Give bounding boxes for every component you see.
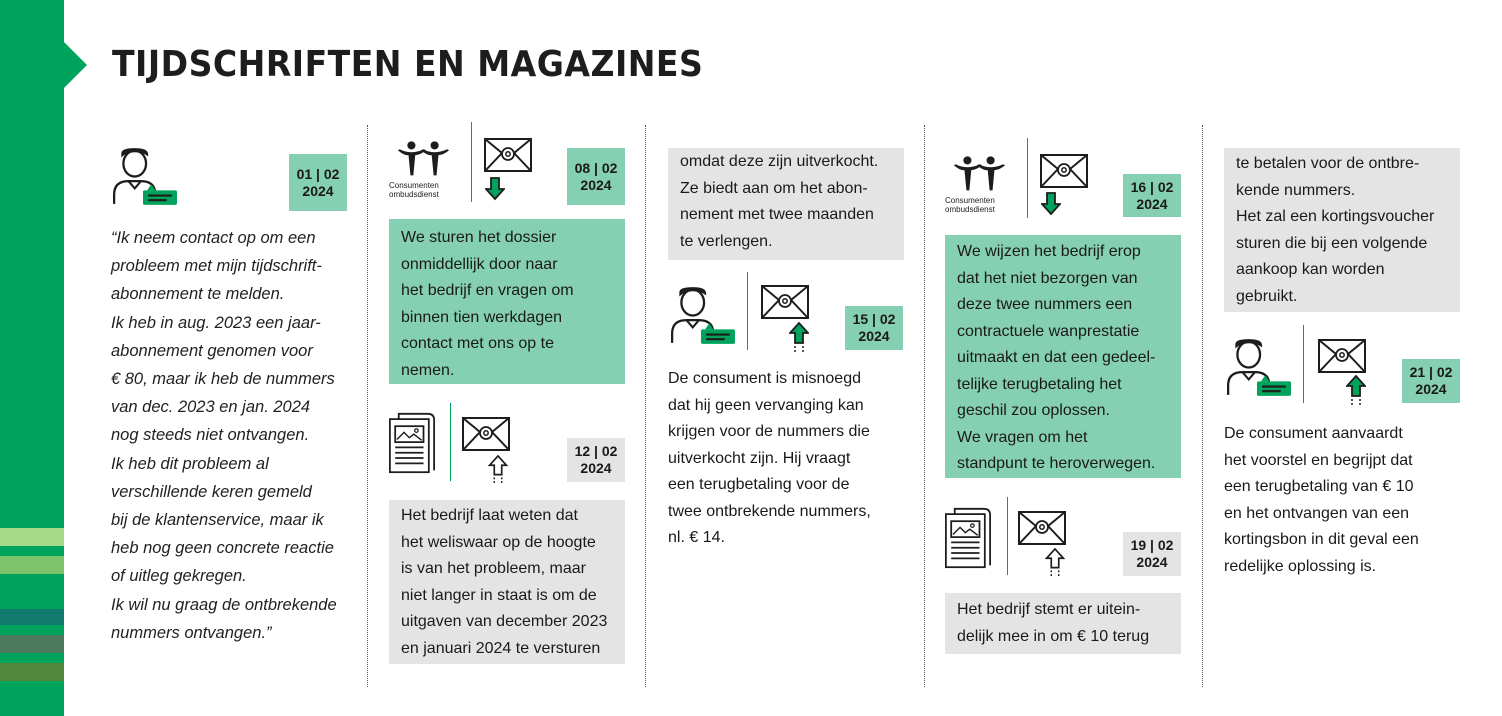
text-line: nl. € 14.: [668, 529, 725, 546]
icon-separator: [747, 272, 748, 350]
date-year: 2024: [1415, 381, 1447, 397]
consumer-message: [668, 366, 908, 552]
consumer-quote: [111, 224, 361, 647]
text-line: Het bedrijf laat weten dat: [401, 507, 578, 524]
text-line: een terugbetaling voor de: [668, 476, 850, 493]
text-line: De consument is misnoegd: [668, 370, 861, 387]
text-line: sturen die bij een volgende: [1236, 234, 1428, 252]
text-line: We wijzen het bedrijf erop: [957, 243, 1141, 260]
icon-separator: [1027, 138, 1028, 218]
mail-icon: [1318, 339, 1366, 373]
text-line: te betalen voor de ontbre-: [1236, 155, 1420, 172]
quote-line: bij de klantenservice, maar ik: [111, 511, 324, 530]
company-newspaper-icon: [945, 503, 991, 573]
logo-line: ombudsdienst: [945, 205, 995, 214]
text-line: kende nummers.: [1236, 181, 1356, 199]
text-line: het bedrijf en vragen om: [401, 282, 574, 299]
date-year: 2024: [302, 182, 334, 199]
column-divider: [924, 125, 925, 687]
date-day: 01 | 02: [296, 165, 340, 182]
text-line: gebruikt.: [1236, 287, 1298, 305]
date-badge: [567, 148, 625, 205]
date-day: 08 | 02: [574, 159, 618, 176]
text-line: telijke terugbetaling het: [957, 375, 1122, 393]
date-day: 21 | 02: [1409, 364, 1453, 380]
text-line: kortingsbon in dit geval een: [1224, 531, 1419, 548]
date-year: 2024: [580, 176, 612, 193]
text-line: nemen.: [401, 361, 455, 379]
text-line: delijk mee in om € 10 terug: [957, 627, 1150, 645]
quote-line: probleem met mijn tijdschrift-: [111, 257, 322, 276]
sidebar-stripe: [0, 609, 64, 625]
mail-icon: [1040, 154, 1088, 188]
mail-icon: [761, 285, 809, 319]
text-line: is van het probleem, maar: [401, 560, 586, 577]
date-badge: [845, 306, 903, 350]
text-line: een terugbetaling van € 10: [1224, 478, 1414, 495]
company-newspaper-icon: [389, 408, 435, 478]
date-badge: [1123, 174, 1181, 217]
quote-line: of uitleg gekregen.: [111, 567, 247, 586]
date-badge: [1402, 359, 1460, 403]
consumer-with-chat-icon: [110, 147, 178, 205]
date-day: 12 | 02: [574, 443, 618, 459]
logo-line: Consumenten: [945, 196, 995, 205]
text-line: twee ontbrekende nummers,: [668, 502, 871, 520]
text-line: nement met twee maanden: [680, 206, 874, 223]
text-line: We sturen het dossier: [401, 229, 557, 246]
date-day: 16 | 02: [1130, 178, 1174, 195]
text-line: niet langer in staat is om de: [401, 586, 597, 604]
text-line: omdat deze zijn uitverkocht.: [680, 153, 879, 170]
quote-line: € 80, maar ik heb de nummers: [111, 370, 335, 389]
text-line: en het ontvangen van een: [1224, 504, 1410, 522]
ombudsdienst-logo: [394, 140, 452, 176]
quote-line: “Ik neem contact op om een: [111, 229, 316, 247]
ombudsdienst-message-box: [389, 219, 625, 384]
date-year: 2024: [858, 328, 890, 344]
quote-line: nummers ontvangen.”: [111, 623, 272, 642]
sidebar-stripe: [0, 635, 64, 653]
date-year: 2024: [1136, 195, 1168, 212]
text-line: geschil zou oplossen.: [957, 402, 1110, 419]
ombudsdienst-logo-text: [945, 196, 995, 214]
quote-line: heb nog geen concrete reactie: [111, 539, 334, 558]
mail-down-arrow-icon: [485, 177, 505, 201]
mail-up-arrow-icon: [488, 455, 508, 483]
consumer-message: [1224, 421, 1474, 580]
company-message-box-continued: [668, 148, 904, 260]
text-line: het voorstel en begrijpt dat: [1224, 451, 1413, 469]
text-line: contractuele wanprestatie: [957, 322, 1140, 340]
text-line: standpunt te heroverwegen.: [957, 455, 1156, 472]
text-line: dat het niet bezorgen van: [957, 269, 1138, 287]
text-line: krijgen voor de nummers die: [668, 423, 870, 440]
date-badge: [567, 438, 625, 482]
date-badge: [289, 154, 347, 211]
sidebar-stripe: [0, 556, 64, 574]
text-line: dat hij geen vervanging kan: [668, 396, 864, 414]
date-day: 19 | 02: [1130, 537, 1174, 553]
text-line: We vragen om het: [957, 428, 1088, 446]
quote-line: Ik heb dit probleem al: [111, 454, 269, 473]
quote-line: abonnement genomen voor: [111, 341, 313, 360]
quote-line: abonnement te melden.: [111, 285, 285, 304]
ombudsdienst-logo-text: [389, 181, 439, 199]
quote-line: nog steeds niet ontvangen.: [111, 426, 310, 445]
quote-line: van dec. 2023 en jan. 2024: [111, 398, 311, 417]
text-line: uitgaven van december 2023: [401, 613, 608, 630]
text-line: het weliswaar op de hoogte: [401, 533, 596, 551]
text-line: uitmaakt en dat een gedeel-: [957, 349, 1156, 366]
company-message-box: [945, 593, 1181, 654]
mail-up-arrow-icon: [789, 322, 809, 352]
icon-separator: [450, 403, 451, 481]
text-line: Het zal een kortingsvoucher: [1236, 208, 1435, 225]
ombudsdienst-message-box: [945, 235, 1181, 478]
text-line: redelijke oplossing is.: [1224, 557, 1377, 575]
mail-icon: [462, 417, 510, 451]
column-divider: [645, 125, 646, 687]
sidebar-stripe: [0, 528, 64, 546]
mail-up-arrow-icon: [1346, 375, 1366, 405]
mail-icon: [1018, 511, 1066, 545]
consumer-with-chat-icon: [1224, 338, 1292, 396]
quote-line: Ik wil nu graag de ontbrekende: [111, 595, 337, 614]
company-message-box-continued: [1224, 148, 1460, 312]
text-line: Ze biedt aan om het abon-: [680, 179, 868, 197]
title-arrow: [64, 42, 87, 88]
column-divider: [367, 125, 368, 687]
text-line: onmiddellijk door naar: [401, 255, 558, 273]
date-year: 2024: [1136, 554, 1168, 570]
ombudsdienst-logo: [950, 155, 1008, 191]
consumer-with-chat-icon: [668, 286, 736, 344]
text-line: uitverkocht zijn. Hij vraagt: [668, 449, 851, 467]
mail-down-arrow-icon: [1041, 192, 1061, 216]
mail-icon: [484, 138, 532, 172]
date-badge: [1123, 532, 1181, 576]
logo-line: Consumenten: [389, 181, 439, 190]
sidebar-stripe: [0, 663, 64, 681]
icon-separator: [1303, 325, 1304, 403]
logo-line: ombudsdienst: [389, 190, 439, 199]
date-year: 2024: [580, 460, 612, 476]
text-line: De consument aanvaardt: [1224, 425, 1403, 442]
text-line: Het bedrijf stemt er uitein-: [957, 601, 1141, 618]
date-day: 15 | 02: [852, 311, 896, 327]
column-divider: [1202, 125, 1203, 687]
quote-line: Ik heb in aug. 2023 een jaar-: [111, 313, 321, 332]
text-line: aankoop kan worden: [1236, 261, 1385, 278]
icon-separator: [471, 122, 472, 202]
quote-line: verschillende keren gemeld: [111, 482, 312, 501]
icon-separator: [1007, 497, 1008, 575]
mail-up-arrow-icon: [1045, 548, 1065, 576]
text-line: te verlengen.: [680, 232, 773, 250]
text-line: deze twee nummers een: [957, 296, 1133, 313]
text-line: en januari 2024 te versturen: [401, 639, 601, 657]
text-line: contact met ons op te: [401, 335, 554, 352]
company-message-box: [389, 500, 625, 664]
text-line: binnen tien werkdagen: [401, 308, 563, 326]
page-title: TIJDSCHRIFTEN EN MAGAZINES: [112, 44, 704, 85]
